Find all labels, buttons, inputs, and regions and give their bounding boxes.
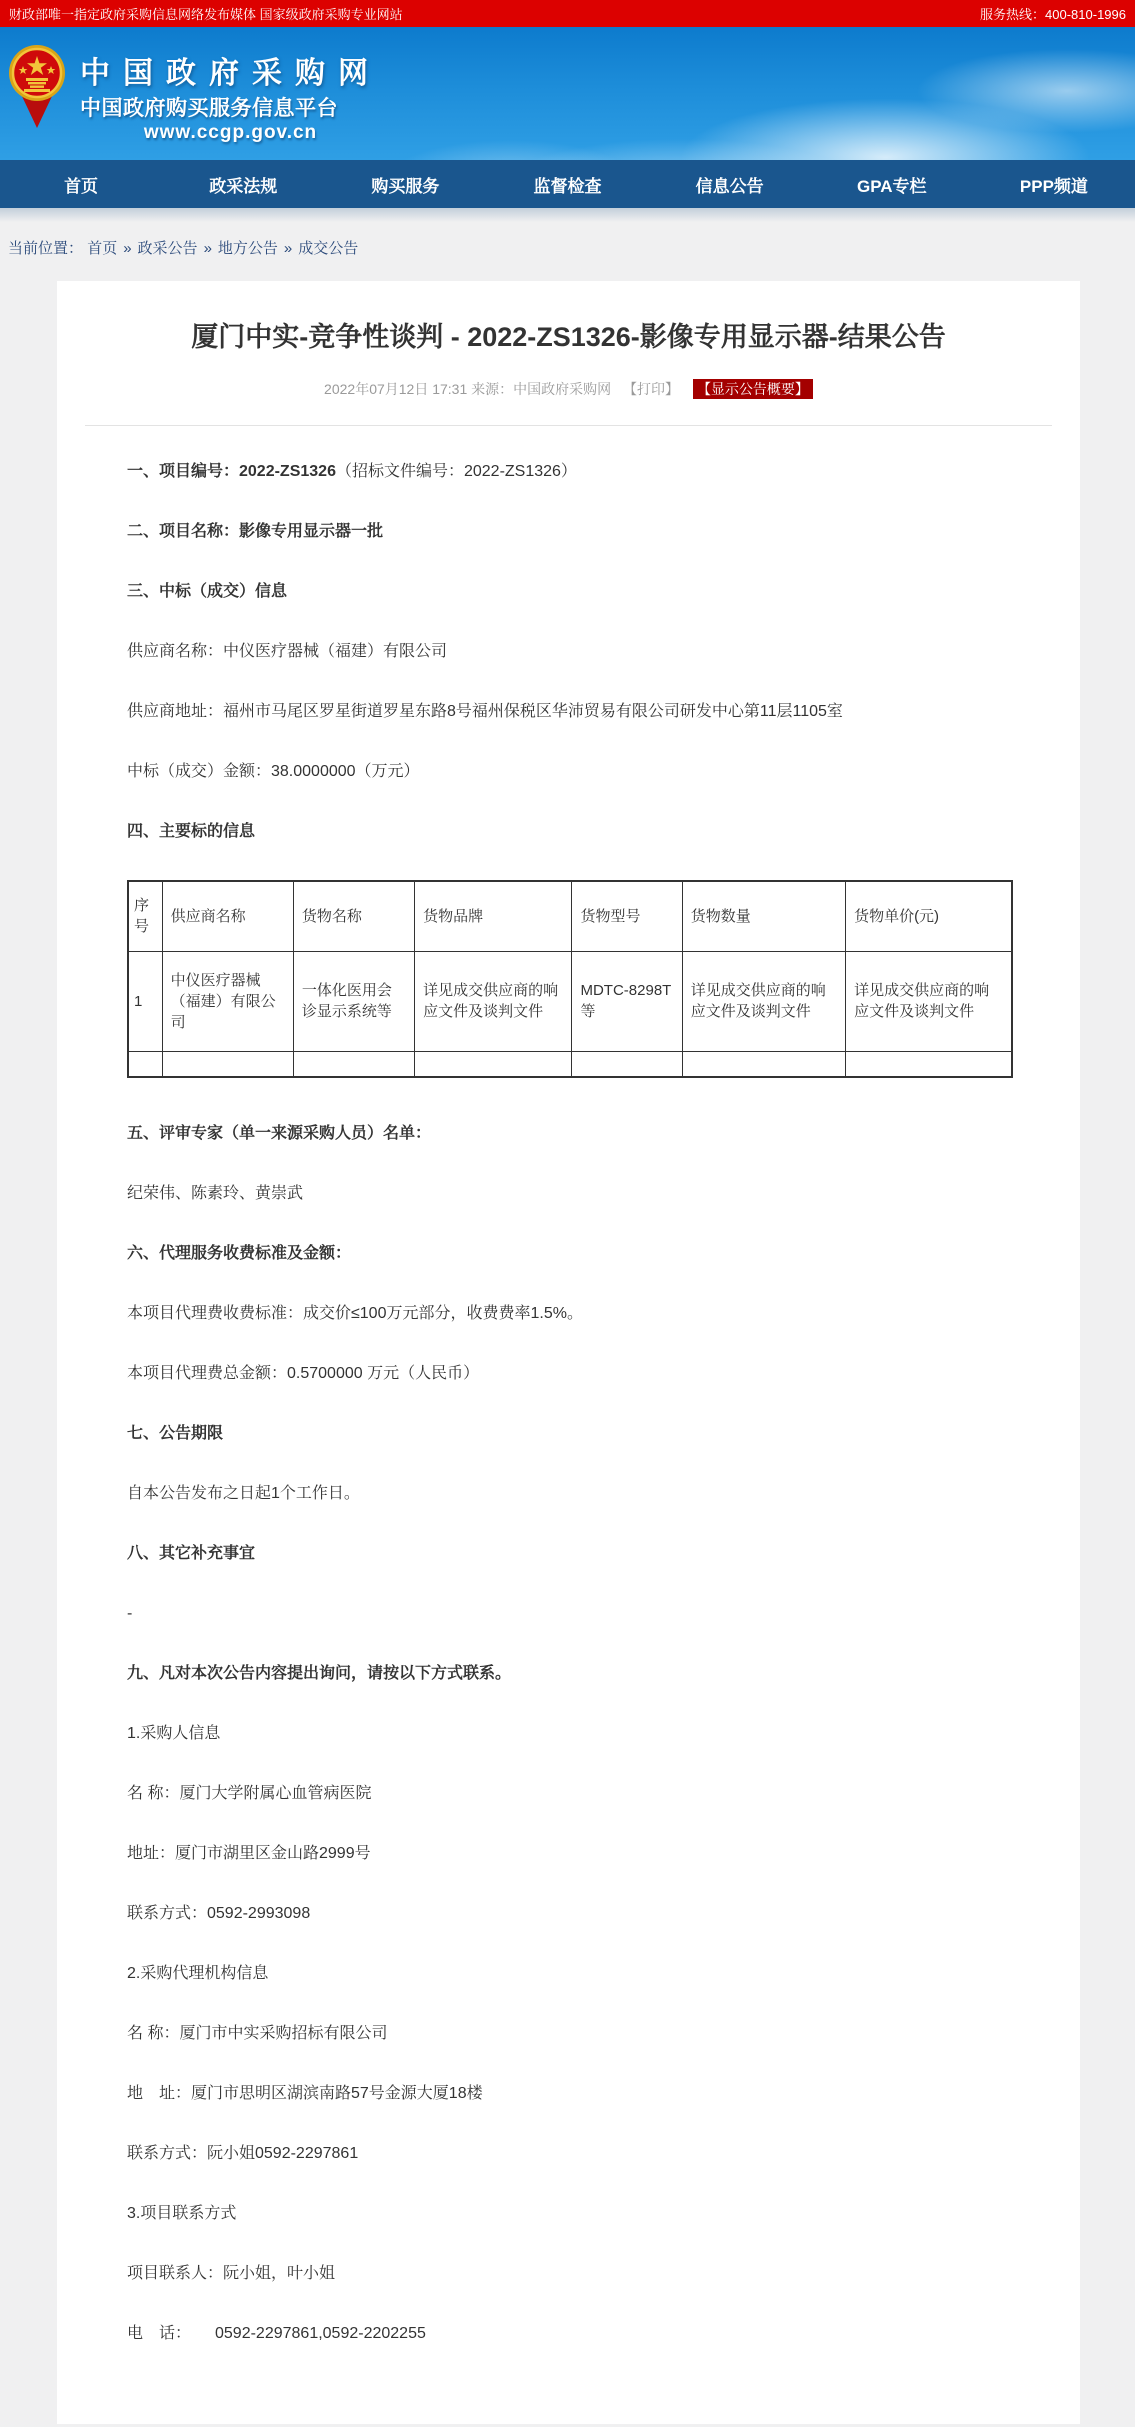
table-row-1 <box>128 1051 1012 1077</box>
table-cell-0-3: 详见成交供应商的响应文件及谈判文件 <box>415 951 572 1051</box>
paragraph-text: 名 称：厦门市中实采购招标有限公司 <box>127 2025 388 2042</box>
table-cell-1-2 <box>293 1051 414 1077</box>
paragraph-23 <box>127 2022 1010 2045</box>
section-heading-text: 七、公告期限 <box>127 1425 224 1442</box>
table-header-4: 货物型号 <box>572 881 682 951</box>
paragraph-19 <box>127 1782 1010 1805</box>
breadcrumb-label: 当前位置： <box>8 240 84 257</box>
table-header-0: 序号 <box>128 881 162 951</box>
section-heading-text: 二、项目名称：影像专用显示器一批 <box>127 523 384 540</box>
site-name: 中国政府采购网 <box>80 56 381 90</box>
paragraph-17 <box>127 1662 1010 1685</box>
breadcrumb-item-3[interactable]: 成交公告 <box>298 240 359 257</box>
paragraph-text: 名 称：厦门大学附属心血管病医院 <box>127 1785 372 1802</box>
breadcrumb-item-2[interactable]: 地方公告 <box>217 240 278 257</box>
paragraph-text: 3.项目联系方式 <box>127 2205 237 2222</box>
paragraph-22 <box>127 1962 1010 1985</box>
paragraph-text: 本项目代理费收费标准：成交价≤100万元部分，收费费率1.5%。 <box>127 1305 583 1322</box>
page-title: 厦门中实-竞争性谈判 - 2022-ZS1326-影像专用显示器-结果公告 <box>191 322 946 352</box>
topbar-slogan: 财政部唯一指定政府采购信息网络发布媒体 国家级政府采购专业网站 <box>9 7 403 22</box>
paragraph-11 <box>127 1302 1010 1325</box>
table-header-2: 货物名称 <box>293 881 414 951</box>
paragraph-5 <box>127 760 1010 783</box>
table-cell-0-5: 详见成交供应商的响应文件及谈判文件 <box>682 951 845 1051</box>
awarded-items-table <box>127 880 1013 1078</box>
meta-datetime-source: 2022年07月12日 17:31 来源：中国政府采购网 <box>324 381 612 397</box>
paragraph-27 <box>127 2262 1010 2285</box>
nav-item-announcements[interactable]: 信息公告 <box>695 176 764 196</box>
paragraph-25 <box>127 2142 1010 2165</box>
topbar-hotline: 服务热线：400-810-1996 <box>980 7 1126 22</box>
table-cell-0-4: MDTC-8298T等 <box>572 951 682 1051</box>
paragraph-14 <box>127 1482 1010 1505</box>
breadcrumb-separator: » <box>283 240 293 257</box>
paragraph-12 <box>127 1362 1010 1385</box>
print-button[interactable]: 【打印】 <box>623 381 680 397</box>
article-body <box>57 426 1080 2422</box>
paragraph-text: 供应商地址：福州市马尾区罗星街道罗星东路8号福州保税区华沛贸易有限公司研发中心第11层1105室 <box>127 703 843 720</box>
nav-item-supervision[interactable]: 监督检查 <box>533 176 602 196</box>
section-heading-text: 八、其它补充事宜 <box>127 1545 256 1562</box>
content-card <box>57 281 1080 2424</box>
paragraph-26 <box>127 2202 1010 2225</box>
table-cell-0-2: 一体化医用会诊显示系统等 <box>293 951 414 1051</box>
table-cell-0-0: 1 <box>128 951 162 1051</box>
paragraph-text: （招标文件编号：2022-ZS1326） <box>335 463 577 480</box>
paragraph-text: 项目联系人：阮小姐，叶小姐 <box>127 2265 336 2282</box>
nav-item-ppp[interactable]: PPP频道 <box>1019 176 1088 196</box>
table-header-row <box>128 881 1012 951</box>
paragraph-text: 地址：厦门市湖里区金山路2999号 <box>127 1845 371 1862</box>
paragraph-text: 地 址：厦门市思明区湖滨南路57号金源大厦18楼 <box>127 2085 483 2102</box>
table-row-0 <box>128 951 1012 1051</box>
show-summary-button[interactable]: 【显示公告概要】 <box>693 379 813 399</box>
table-cell-1-6 <box>846 1051 1012 1077</box>
paragraph-text: 纪荣伟、陈素玲、黄崇武 <box>127 1185 304 1202</box>
paragraph-16 <box>127 1602 1010 1625</box>
table-cell-0-1: 中仪医疗器械（福建）有限公司 <box>162 951 293 1051</box>
table-header-5: 货物数量 <box>682 881 845 951</box>
main-nav <box>0 160 1135 208</box>
breadcrumb <box>0 222 1135 275</box>
table-cell-1-0 <box>128 1051 162 1077</box>
nav-item-gpa[interactable]: GPA专栏 <box>856 176 927 196</box>
paragraph-text: 中标（成交）金额：38.0000000（万元） <box>127 763 420 780</box>
article-meta <box>57 379 1080 399</box>
table-header-6: 货物单价(元) <box>846 881 1012 951</box>
site-header <box>0 27 1135 160</box>
site-url: www.ccgp.gov.cn <box>143 121 318 143</box>
site-logo-text <box>80 48 381 144</box>
paragraph-13 <box>127 1422 1010 1445</box>
paragraph-text: 供应商名称：中仪医疗器械（福建）有限公司 <box>127 643 448 660</box>
paragraph-8 <box>127 1122 1010 1145</box>
paragraph-text: 联系方式：0592-2993098 <box>127 1905 311 1922</box>
nav-shadow <box>0 208 1135 222</box>
paragraph-10 <box>127 1242 1010 1265</box>
table-header-1: 供应商名称 <box>162 881 293 951</box>
paragraph-text: 1.采购人信息 <box>127 1725 221 1742</box>
topbar <box>0 0 1135 27</box>
table-cell-1-4 <box>572 1051 682 1077</box>
section-heading-text: 九、凡对本次公告内容提出询问，请按以下方式联系。 <box>127 1665 512 1682</box>
table-cell-1-3 <box>415 1051 572 1077</box>
paragraph-6 <box>127 820 1010 843</box>
nav-item-purchase-services[interactable]: 购买服务 <box>371 176 440 196</box>
section-heading-text: 三、中标（成交）信息 <box>127 583 288 600</box>
paragraph-9 <box>127 1182 1010 1205</box>
table-cell-0-6: 详见成交供应商的响应文件及谈判文件 <box>846 951 1012 1051</box>
site-logo[interactable] <box>8 44 381 144</box>
breadcrumb-item-1[interactable]: 政采公告 <box>137 240 198 257</box>
section-heading-text: 四、主要标的信息 <box>127 823 256 840</box>
section-heading-text: 六、代理服务收费标准及金额： <box>127 1245 352 1262</box>
paragraph-20 <box>127 1842 1010 1865</box>
paragraph-18 <box>127 1722 1010 1745</box>
paragraph-text: 本项目代理费总金额：0.5700000 万元（人民币） <box>127 1365 480 1382</box>
table-header-3: 货物品牌 <box>415 881 572 951</box>
nav-item-regulations[interactable]: 政采法规 <box>209 176 278 196</box>
paragraph-text: 联系方式：阮小姐0592-2297861 <box>127 2145 359 2162</box>
table-cell-1-1 <box>162 1051 293 1077</box>
paragraph-3 <box>127 640 1010 663</box>
breadcrumb-separator: » <box>203 240 212 257</box>
table-cell-1-5 <box>682 1051 845 1077</box>
paragraph-24 <box>127 2082 1010 2105</box>
paragraph-2 <box>127 580 1010 603</box>
national-emblem-icon <box>8 44 66 130</box>
section-heading-text: 五、评审专家（单一来源采购人员）名单： <box>127 1125 432 1142</box>
paragraph-0 <box>127 460 1010 483</box>
paragraph-15 <box>127 1542 1010 1565</box>
section-heading-text: 一、项目编号：2022-ZS1326 <box>127 463 336 480</box>
paragraph-4 <box>127 700 1010 723</box>
breadcrumb-separator: » <box>123 240 132 257</box>
site-subtitle: 中国政府购买服务信息平台 <box>80 96 338 120</box>
paragraph-1 <box>127 520 1010 543</box>
paragraph-text: 电 话： 0592-2297861,0592-2202255 <box>127 2325 426 2342</box>
paragraph-text: - <box>127 1605 133 1622</box>
paragraph-21 <box>127 1902 1010 1925</box>
breadcrumb-item-0[interactable]: 首页 <box>87 240 118 257</box>
paragraph-text: 自本公告发布之日起1个工作日。 <box>127 1485 360 1502</box>
paragraph-text: 2.采购代理机构信息 <box>127 1965 269 1982</box>
paragraph-28 <box>127 2322 1010 2345</box>
nav-item-home[interactable]: 首页 <box>64 176 99 196</box>
